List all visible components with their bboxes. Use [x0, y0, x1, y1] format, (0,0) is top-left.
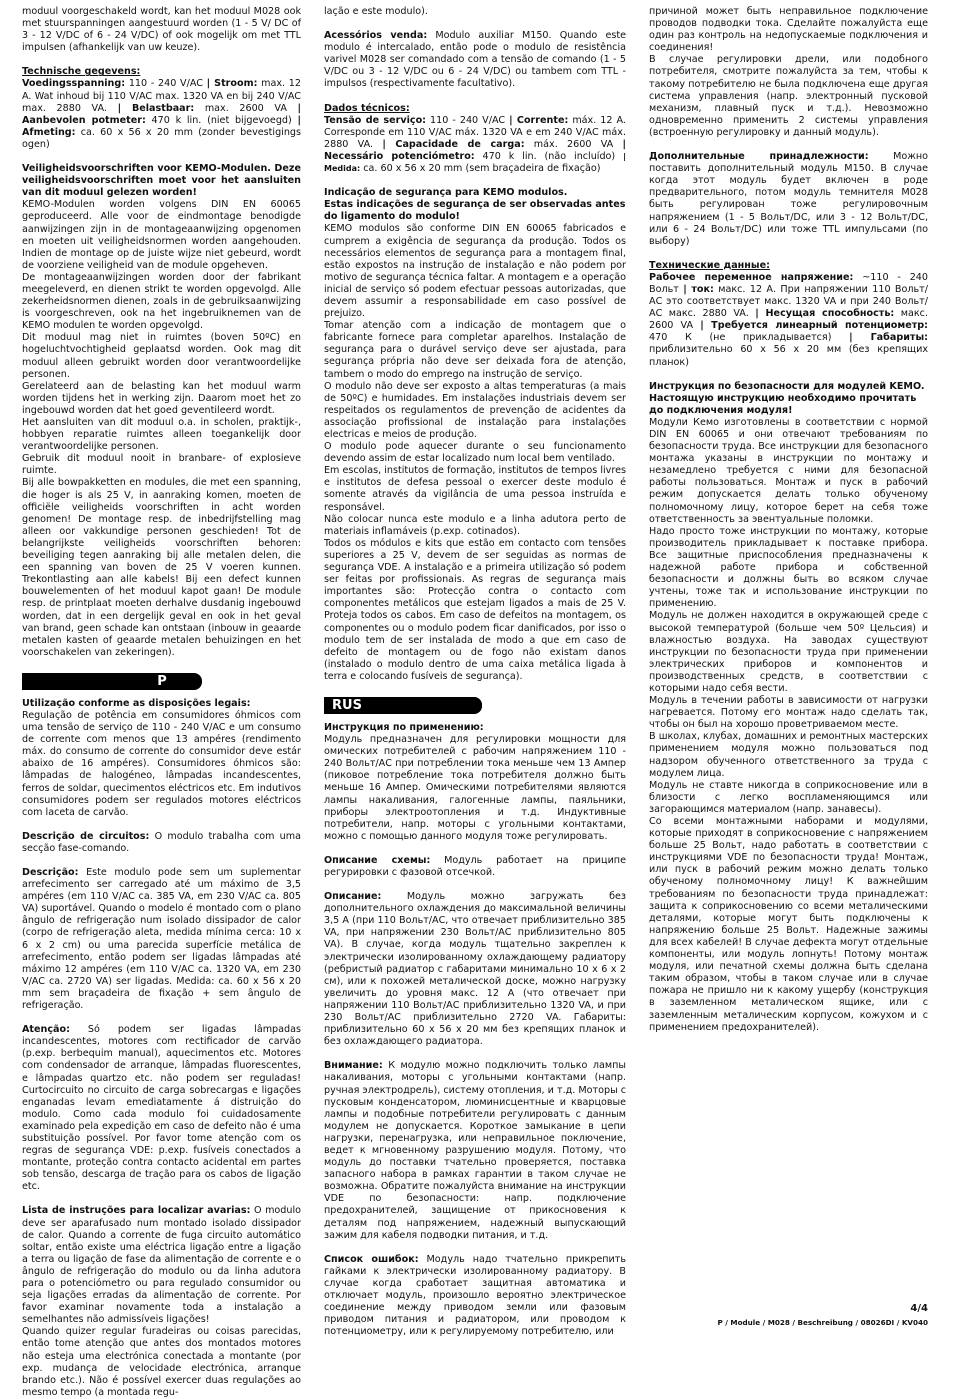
pt-description: Descrição: Este modulo pode sem um suplementar arrefecimento ser carregado até um máximo de 3,5 ampéres (em 110 V/AC ca. 385 VA, em 230 V/AC ca. 805 VA) suportável. Quando o modelo é montado com o plano ângulo de refrigeração num isolado dissipador de calor (corpo de refrigeração aleta, medida mínima cerca: 10 x 6 x 2 cm) ou uma parecida superfície metálica de arrefecimento, então podem ser ligadas lâmpadas até máximo 12 ampéres (em 110 V/AC ca. 1320 VA, em 230 V/AC ca. 2720 VA) ser ligadas. Medida: ca. 60 x 56 x 20 mm sem braçadeira de fixação + sem ângulo de refrigeração. — [22, 867, 301, 1012]
ru-safety-p5: В школах, клубах, домашних и ремонтных мастерских применением модуля можно пользоваться под надзором обученного ответственного за труда с модулем лица. — [649, 731, 928, 779]
pt-safety-p4: O modulo pode aquecer durante o seu funcionamento devendo assim de estar localizado num local bem ventilado. — [324, 441, 626, 465]
ru-safety-p3: Модуль не должен находится в окружающей среде с высокой температурой (больше чем 50º Цельсия) и влажностью воздуха. На заводах существуют инструкции по безопасности труда при применении электрических приборов и компонентов и производственных средств, в соответствии с которыми надо себя вести. — [649, 610, 928, 694]
pt-use: Regulação de potência em consumidores óhmicos com uma tensão de serviço de 110 - 240 V/AC e um consumo de corrente com menos que 13 ampéres (rendimento máx. do consumo de corrente do consumidor deve estár abaixo de 16 ampéres). Consumidores óhmicos são: lâmpadas de halogéneo, lâmpadas incandescentes, ferros de soldar, quecimentos eléctricos etc. Em indutivos consumidores podem ser regulados motores eléctricos com laceta de carvão. — [22, 709, 302, 818]
pt-attention: Atenção: Só podem ser ligadas lâmpadas incandescentes, motores com rectificador de carvão (p.exp. berbequim manual), aquecimentos etc. Motores com condensador de arranque, lâmpadas fluorescentes, e lâmpadas quartzo etc. não podem ser reguladas! Curtocircuito no circuito de carga sobrecargas e ligações enganadas levam emediatamente á distruição do modulo. Como cada modulo foi cuidadosamente examinado pela expedição em caso de defeito não é uma substituição possível. Por favor tome atenção com os regras de segurança VDE: p.exp. fusíveis conectados a montante, proteção contra contacto acidental em partes sob tensão, descarga de tração para os cabos de ligação etc. — [22, 1024, 301, 1193]
pt-accessories: Acessórios venda: Modulo auxiliar M150. Quando este modulo é intercalado, então pode o modulo de resistência varivel M028 ser comandado com a tensão de comando (1 - 5 V/DC ou 3 - 12 V/DC ou 6 - 24 V/DC) ou tambem com TTL - impulsos (respectivamente facultativo). — [324, 30, 627, 90]
ru-accessories: Дополнительные принадлежности: Можно поставить дополнительный модуль М150. В случае когда этот модуль будет включен в роде предварительного, потом модуль темнителя М028 быть регулирован тоже регулировочным напряжением (1 - 5 Вольт/DC, или 3 - 12 Вольт/DC, или 6 - 24 Вольт/DC) или тоже TTL импульсами (по выбору) — [649, 151, 929, 247]
section-tag-rus: RUS — [324, 697, 482, 714]
ru-use-heading: Инструкция по применению: — [324, 721, 484, 733]
pt-tech-heading: Dados técnicos: — [324, 102, 410, 114]
pt-safety-p5: Em escolas, institutos de formação, institutos de tempos livres e institutos de defesa pessoal o exercer deste modulo é somente através da vigilância de uma pessoa instruída e responsável. — [324, 465, 626, 513]
nl-safety-p1: KEMO-Modulen worden volgens DIN EN 60065 geproduceerd. Alle voor de eindmontage benodigde aanwijzingen zijn in de montageaanwijzing opgenomen en moeten uit veiligheidsnormen worden aangehouden. Indien de montage op de juiste wijze niet gebeurd, wordt de voorziene veiligheid van de module opgeheven. — [22, 199, 301, 271]
nl-tech-data: Voedingsspanning: 110 - 240 V/AC | Stroom: max. 12 A. Wat inhoud bij 110 V/AC max. 1320 VA en bij 240 V/AC max. 2880 VA. | Belastbaar: max. 2600 VA | Aanbevolen potmeter: 470 k lin. (niet bijgevoegd) | Afmeting: ca. 60 x 56 x 20 mm (zonder bevestigings ogen) — [22, 78, 301, 150]
nl-safety-p7: Bij alle bowpakketten en modules, die met een spanning, die hoger is als 25 V, in aanraking komen, moeten de officiële veiligheids voorschriften in acht worden genomen! De montage resp. de inbedrijfstelling mag alleen oor vakkundige personen geschieden! Tot de belangrijkste veiligheids voorschriften behoren: beveiliging tegen aanraking bij alle metalen delen, die een spanning van boven de 25 V voeren kunnen. Trekontlasting aan alle kabels! Bij een defect kunnen bouwelementen of het moduul kapot gaan! De module resp. de printplaat moeten derhalve dusdanig ingebouwd worden, dat in een dergelijk geval en ook in het geval van brand, geen schade kan ontstaan (inbouw in geaarde metalen kasten of geaarde metalen behuizingen en het voorschakelen van zekeringen). — [22, 477, 301, 658]
document-reference: P / Module / M028 / Beschreibung / 08026DI / KV040 — [717, 1318, 928, 1327]
pt-tech-data: Tensão de serviço: 110 - 240 V/AC | Corrente: máx. 12 A. Corresponde em 110 V/AC máx. 1320 VA e em 240 V/AC máx. 2880 VA. | Capacidade de carga: máx. 2600 VA | Necessário potenciómetro: 470 k lin. (não incluído) | Medida: ca. 60 x 56 x 20 mm (sem braçadeira de fixação) — [324, 114, 626, 175]
ru-safety-heading-2: Настоящую инструкцию необходимо прочитать до подключения модуля! — [649, 392, 917, 416]
section-tag-p: P — [150, 673, 174, 690]
pt-safety-p7: Todos os módulos e kits que estão em contacto com tensões superiores a 25 V, devem de ser seguidas as normas de segurança VDE. A instalação e a primeira utilização só podem ser feitas por profissionais. As regras de segurança mais importantes são: Protecção contra o contacto com componentes metálicos que estejam ligados a mais de 25 V. Proteja todos os cabos. Em caso de defeitos na montagem, os componentes ou o modulo podem ficar danificados, por isso o modulo tem de ser instalada de modo a que em caso de defeito de montagem ou de fogo não existam danos (instalado o modulo dentro de uma caixa metálica ligada à terra e colocando fusíveis de segurança). — [324, 537, 626, 682]
ru-scheme: Описание схемы: Модуль работает на приципе регурировки с фазовой отсечкой. — [324, 854, 626, 878]
ru-tech-heading: Технические данные: — [649, 259, 770, 271]
ru-safety-p2: Надо просто тоже инструкции по монтажу, которые производитель прикладывает к поставке прибора. Все защитные приспособления предназначены к надежной работе прибора и собственной безопасности и должны быть во всяком случае учтены, тоже так и использование инструкции по применению. — [649, 525, 928, 610]
page-number: 4/4 — [910, 1303, 928, 1314]
pt-safety-p1: KEMO modulos são conforme DIN EN 60065 fabricados e cumprem a exigência de segurança da produção. Todos os necessários elementos de segurança para a montagem final, estão expostos na instrução de instalação e não podem por motivo de segurança técnica faltar. A montagem e a operação inicial de serviço só podem efectuar pessoas autorizadas, que devem assumir a responsabilidade em caso possível de prejuizo. — [324, 223, 626, 320]
ru-tech-data: Рабочее переменное напряжение: ~110 - 240 Вольт | ток: макс. 12 А. При напряжении 110 Вольт/АС это соответствует макс. 1320 VA и при 240 Вольт/АС макс. 2880 VA. | Несущая способность: макс. 2600 VA | Требуется линеарный потенциометр: 470 К (не прикладывается) | Габариты: приблизительно 60 x 56 x 20 мм (без крепящих планок) — [649, 271, 929, 368]
pt-use-heading: Utilização conforme as disposições legais: — [22, 697, 251, 709]
nl-safety-p4: Gerelateerd aan de belasting kan het moduul warm worden tijdens het in werking zijn. Daarom moet het zo ingebouwd worden dat het goed geventileerd wordt. — [22, 380, 301, 416]
column-2 — [324, 6, 626, 1338]
pt-safety-heading-2: Estas indicações de segurança de ser observadas antes do ligamento do modulo! — [324, 199, 626, 223]
ru-drill: В случае регулировки дрели, или подобного потребителя, смотрите пожалуйста за тем, чтобы к такому потребителю не была подключена еще другая система управления (напр. электронный пусковой механизм, плавный пуск и т.д.). Невозможно одновременно применить 2 системы управления (встроенную регулировку и данный модуль). — [649, 54, 928, 138]
pt-fault-list: Lista de instruções para localizar avarias: O modulo deve ser aparafusado num montado isolado dissipador de calor. Quando a corrente de fuga circuito automático soltar, então existe uma eléctrica ligação entre a ligação a terra ou ligação de fase da alimentação de corrente e o ângulo de refrigeração do modulo ou da linha adutora para o potenciómetro ou para regulado consumidor ou seja ligações erradas da alimentação de corrente. Por favor examinar novamente toda a instalação a semelhantes não admissíveis ligações! — [22, 1205, 301, 1326]
ru-safety-heading: Инструкция по безопасности для модулей KEMO. — [649, 380, 925, 392]
ru-error-list: Список ошибок: Модуль надо тчательно прикрепить гайками к электрически изолированному радиатору. В случае когда сработает защитная автоматика и отключает модуль, произошло вероятно электрическое соединение между приводом земли или фазовым приводом питания и радиатором, или проводом к потенциометру, или к регулируемому потребителю, или — [324, 1253, 626, 1338]
nl-safety-heading: Veiligheidsvoorschriften voor KEMO-Modulen. Deze veiligheidsvoorschriften moet voor het aansluiten van dit moduul gelezen worden! — [22, 163, 301, 199]
nl-safety-p3: Dit moduul mag niet in ruimtes (boven 50ºC) en hogeluchtvochtigheid geplaatsd worden. Ook mag dit moduul alleen gebruikt worden door verantwoordelijke personen. — [22, 332, 301, 380]
nl-safety-p5: Het aansluiten van dit moduul o.a. in scholen, praktijk-, hobbyen reparatie ruimtes alleen toegankelijk door verantwoordelijke personen. — [22, 417, 301, 453]
ru-safety-p6: Модуль не ставте никогда в соприкосновение или в близости с легко воспламеняющимся или загорающимся материалом (напр. занавесы). — [649, 779, 928, 815]
ru-safety-p7: Со всеми монтажными наборами и модулями, которые приходят в соприкосновение с напряжением больше 25 Вольт, надо работать в соответствии с инструкциями VDE по безопасности труда! Монтаж, или пуск в рабочий режим можно делать только обученому полномочному лицу! К важнейшим требованиям по безопасности труда принадлежат: защита к соприкосновению со всеми металическими деталями, которые могут быть подключены к напряжению больше 25 Вольт. Надежные зажимы для всех кабелей! В случае дефекта могут отдельные компоненты, или модуль лопнуть! Потому монтаж модуля, или печатной схемы должна быть сделана таким образом, чтобы в таком случае или в случае пожара не пришло ни к какому ущербу (конструкция в заземленном металическом ящике, или с заземленным металическим корпусом, кожухом и с применением предохранителей). — [649, 816, 928, 1033]
pt-continuation: lação e este modulo). — [324, 6, 428, 17]
section-bar-portuguese — [22, 673, 202, 690]
nl-safety-p2: De montageaanwijzingen worden door der fabrikant meegeleverd, en dienen strikt te worden opgevolgd. Alle zekerheidsnormen dienen, zoals in de gebruiksaanwijzing is voorgeschreven, ook na het ingebruiknemen van de KEMO modulen te worden opgevolgd. — [22, 271, 301, 332]
section-bar-russian — [324, 697, 482, 714]
pt-fault-list-2: Quando quizer regular furadeiras ou coisas parecidas, então tome atenção que antes dos montados motores não esteja uma electrónica conectada a montante (por exp. mudança de velocidade electrónica, arranque brando etc.). Não é possível exercer duas regulações ao mesmo tempo (a montada regu- — [22, 1326, 301, 1398]
ru-description: Описание: Модуль можно загружать без дополнительного охлаждения до максимальной величины 3,5 А (при 110 Вольт/АС, что отвечает приблизительно 385 VA, при напряжении 230 Вольт/АС приблизительно 805 VA). В случае, когда модуль тщательно закреплен к электрически изолированному охлаждающему радиатору (ребристый радиатор с габаритами минимально 10 х 6 х 2 см), или к похожей металической доске, можно нагрузку увеличить до уровня макс. 12 А (что отвечает при напряжении 110 Вольт/АС приблизительно 1320 VA, и при 230 Вольт/АС приблизительно 2720 VA. Габариты: приблизительно 60 х 56 х 20 мм без крепящих планок и без охлаждающего радиатора. — [324, 891, 626, 1048]
ru-safety-p4: Модуль в течении работы в зависимости от нагрузки нагревается. Потому его монтаж надо сделать так, чтобы он был на хорошо проветриваемом месте. — [649, 695, 928, 731]
pt-safety-p2: Tomar atenção com a indicação de montagem que o fabricante fornece para completar aparelhos. Instalação de segurança para o durável serviço deve ser ajustada, para segurança própria não deve ser deixada fora de atenção, tambem o modo do emprego na instrução de serviço. — [324, 320, 626, 380]
ru-attention: Внимание: К модулю можно подключить только лампы накаливания, моторы с угольными контактами (напр. ручная электродрель), систему отопления, и т.д. Моторы с пусковым конденсатором, люминисцентные и кварцовые лампы и подобные потребители регулировать с данным модулем не допускается. Короткое замыкание в цепи нагрузки, перенагрузка, или неправильное поключение, ведет к мгновенному разрушению модуля. Потому, что модуль до поставки тчательно проверяется, поставка запасного набора в рамках гарантии в таком случае не возможна. Обратите пожалуйста внимание на инструкции VDE по безопасности: напр. подключение предохранителей, защищение от прикосновения к деталям под напряжением, надежный выпускающий зажим для кабеля подводки питания, и т.д. — [324, 1060, 626, 1241]
ru-error-continuation: причиной может быть неправильное подключение проводов подводки тока. Сделайте пожалуйста еще один раз контроль на недопускаемые подключения и соединения! — [649, 6, 928, 54]
ru-use: Модуль предназначен для регулировки мощности для омических потребителей с рабочим напряжением 110 - 240 Вольт/АС при потреблении тока меньше чем 13 Ампер (пиковое потребление тока потребителя должно быть меньше 16 Ампер. Омическими потребителями являются лампы накаливания, галогенные лампы, паяльники, приборы электроотопления и т.д. Индуктивные потребители, напр. моторы с угольными контактами, можно с помощью данного модуля тоже регулировать. — [324, 734, 626, 842]
ru-safety-p1: Модули Кемо изготовлены в соответствии с нормой DIN EN 60065 и они отвечают требованиям по безопасности труда. Все инструкции для безопасного монтажа указаны в инструкции по монтажу и незамедлено требуется с ними для безопасной работы пользоваться. Монтаж и пуск в рабочий режим допускается делать только обученому полномочному лицу, которое берет на себя тоже ответственность за эвентуальные поломки. — [649, 416, 928, 525]
pt-safety-p6: Não colocar nunca este modulo e a linha adutora perto de materiais inflamáveis (p.exp. cotinados). — [324, 513, 626, 537]
nl-safety-p6: Gebruik dit moduul nooit in branbare- of explosieve ruimte. — [22, 453, 301, 477]
nl-tech-heading: Technische gegevens: — [22, 66, 141, 78]
pt-circuit: Descrição de circuitos: O modulo trabalha com uma secção fase-comando. — [22, 830, 301, 854]
nl-intro: moduul voorgeschakeld wordt, kan het moduul M028 ook met stuurspanningen aangestuurd worden (1 - 5 V/ DC of 3 - 12 V/DC of 6 - 24 V/DC) of ook mogelijk om met TTL impulsen (afhankelijk van uw keuze). — [22, 6, 301, 54]
column-3 — [649, 6, 928, 1034]
pt-safety-p3: O modulo não deve ser exposto a altas temperaturas (a mais de 50ºC) e humidades. Em instalações industriais devem ser respeitados os regulamentos de prevenção de acidentes da associação profissional de instalação para instalações electricas e meios de produção. — [324, 380, 626, 440]
column-1 — [22, 6, 301, 1399]
pt-safety-heading: Indicação de segurança para KEMO modulos. — [324, 187, 568, 199]
